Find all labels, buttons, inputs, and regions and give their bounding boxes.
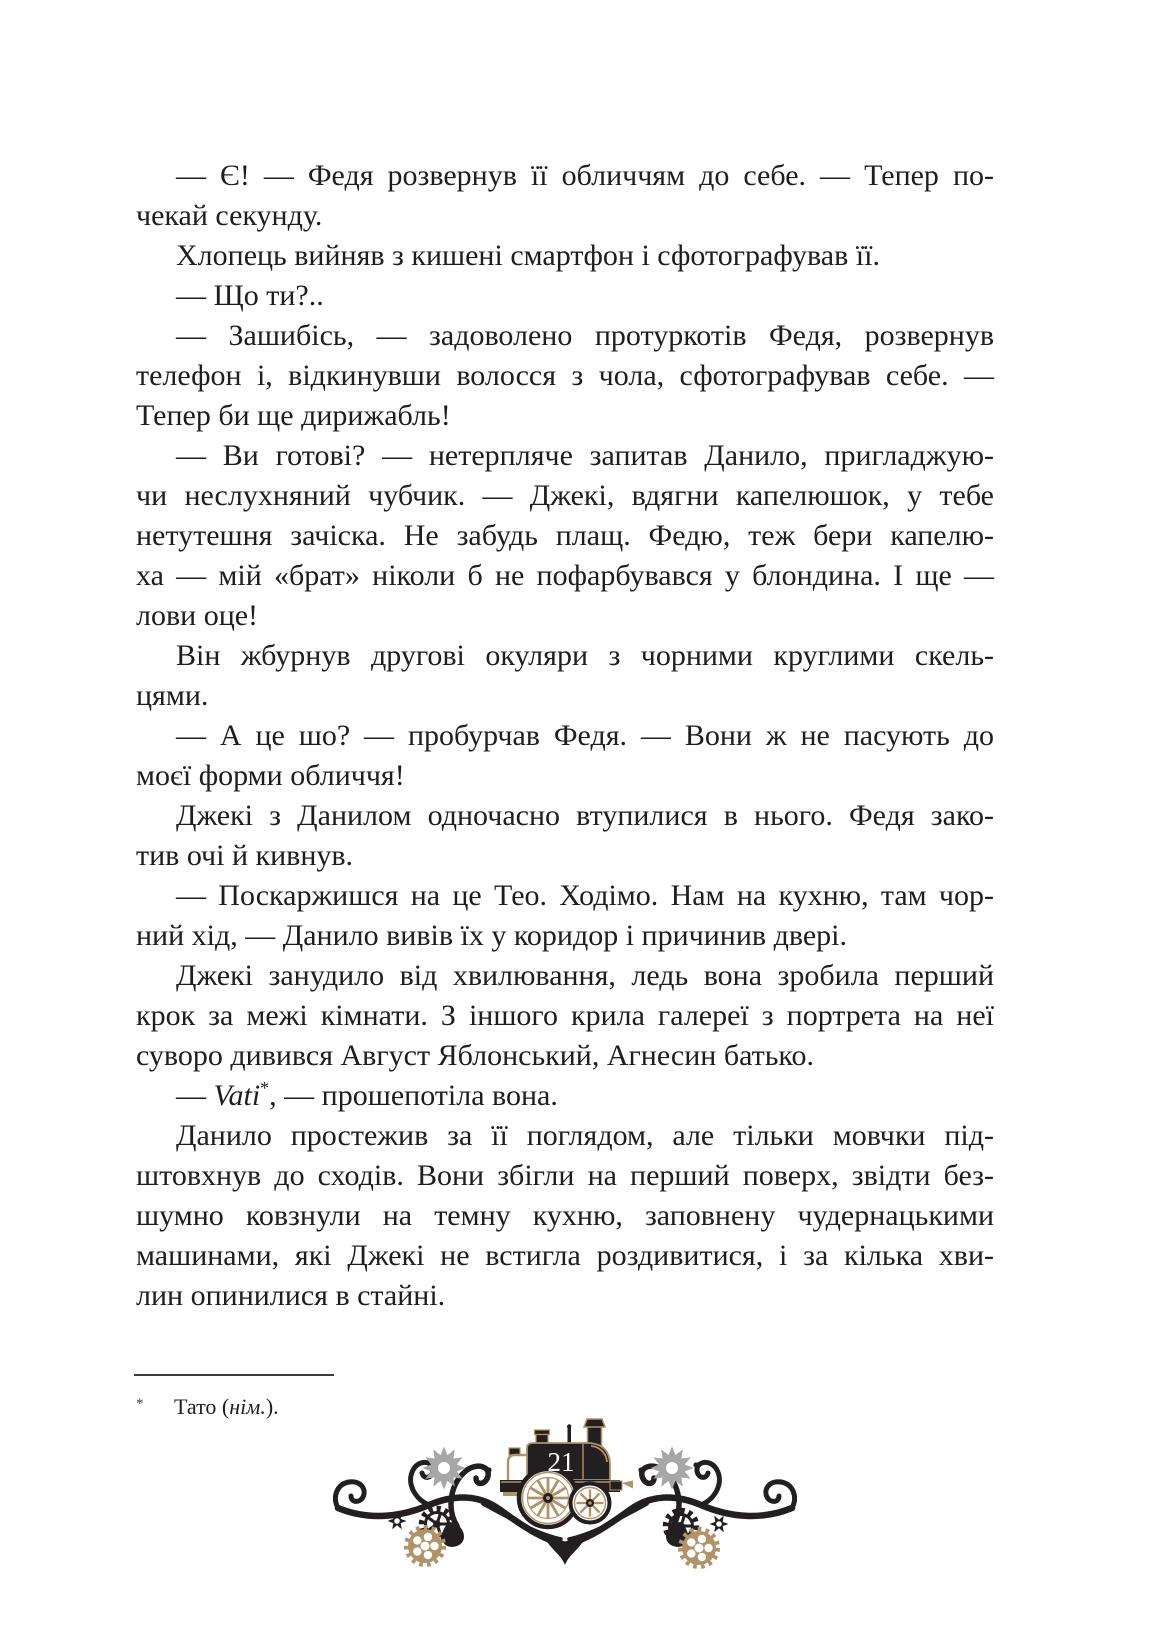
text-line: лин опинилися в стайні. [136, 1279, 446, 1312]
text-line: — Поскаржишся на це Тео. Ходімо. Нам на кухню, там чор- [176, 879, 994, 912]
text-line: моєї форми обличчя! [136, 759, 405, 792]
page-footer-ornament [333, 1418, 797, 1572]
paragraph [136, 316, 994, 436]
paragraph [136, 956, 994, 1076]
text-segment: , — прошепотіла вона. [269, 1079, 558, 1112]
paragraph [136, 716, 994, 796]
text-line: — Є! — Федя розвернув її обличчям до себе. — Тепер по- [176, 159, 994, 192]
text-segment: Тато ( [174, 1394, 230, 1419]
ornament-graphic [333, 1418, 797, 1572]
text-line: нетутешня зачіска. Не забудь плащ. Федю, теж бери капелю- [136, 519, 994, 552]
page-number: 21 [547, 1447, 575, 1477]
text-line: чи неслухняний чубчик. — Джекі, вдягни капелюшок, у тебе [136, 479, 994, 512]
text-line: Він жбурнув другові окуляри з чорними круглими скель- [176, 639, 994, 672]
paragraph [136, 876, 994, 956]
text-line: Джекі занудило від хвилювання, ледь вона зробила перший [176, 959, 994, 992]
paragraph [136, 796, 994, 876]
text-line: машинами, які Джекі не встигла роздивитися, і за кілька хви- [136, 1239, 994, 1272]
gear-icon [651, 1447, 694, 1490]
text-segment: нім. [229, 1394, 266, 1419]
paragraph [136, 436, 994, 636]
text-line: ний хід, — Данило вивів їх у коридор і причинив двері. [136, 919, 847, 952]
text-line: Данило простежив за її поглядом, але тільки мовчки під- [176, 1119, 994, 1152]
paragraph [136, 636, 994, 716]
text-line: телефон і, відкинувши волосся з чола, сфотографував себе. — [136, 359, 994, 392]
gear-icon [681, 1530, 718, 1567]
text-block [136, 156, 994, 1316]
paragraph [136, 276, 994, 316]
text-line: — Зашибісь, — задоволено протуркотів Федя, розвернув [176, 319, 994, 352]
text-line: Джекі з Данилом одночасно втупилися в нього. Федя зако- [176, 799, 994, 832]
text-line: шумно ковзнули на темну кухню, заповнену чудернацькими [136, 1199, 994, 1232]
text-line [136, 1076, 994, 1116]
text-line: суворо дивився Август Яблонський, Агнесин батько. [136, 1039, 814, 1072]
footnote-separator [134, 1374, 334, 1376]
paragraph [136, 1076, 994, 1116]
text-line: тив очі й кивнув. [136, 839, 354, 872]
gear-icon [407, 1528, 444, 1565]
text-segment: Vati [213, 1079, 261, 1112]
text-line: штовхнув до сходів. Вони збігли на перший поверх, звідти без- [136, 1159, 994, 1192]
star-icon [710, 1516, 729, 1532]
text-line: — Що ти?.. [176, 279, 324, 312]
footnote-marker: * [136, 1396, 144, 1412]
text-line: лови оце! [136, 599, 259, 632]
text-segment: — [176, 1079, 214, 1112]
text-segment: ). [265, 1394, 279, 1419]
text-line: крок за межі кімнати. З іншого крила галереї з портрета на неї [136, 999, 994, 1032]
paragraph [136, 1116, 994, 1316]
footnote-text [174, 1394, 279, 1419]
text-line: цями. [136, 679, 209, 712]
paragraph [136, 236, 994, 276]
text-segment: * [260, 1078, 270, 1098]
text-line: Тепер би ще дирижабль! [136, 399, 451, 432]
text-line: — Ви готові? — нетерпляче запитав Данило, пригладжую- [176, 439, 994, 472]
text-line: Хлопець вийняв з кишені смартфон і сфотографував її. [176, 239, 880, 272]
text-line: — А це шо? — пробурчав Федя. — Вони ж не пасують до [176, 719, 994, 752]
locomotive-icon [500, 1419, 633, 1527]
text-line: ха — мій «брат» ніколи б не пофарбувався у блондина. І ще — [136, 559, 994, 592]
text-line: чекай секунду. [136, 199, 323, 232]
paragraph [136, 156, 994, 236]
